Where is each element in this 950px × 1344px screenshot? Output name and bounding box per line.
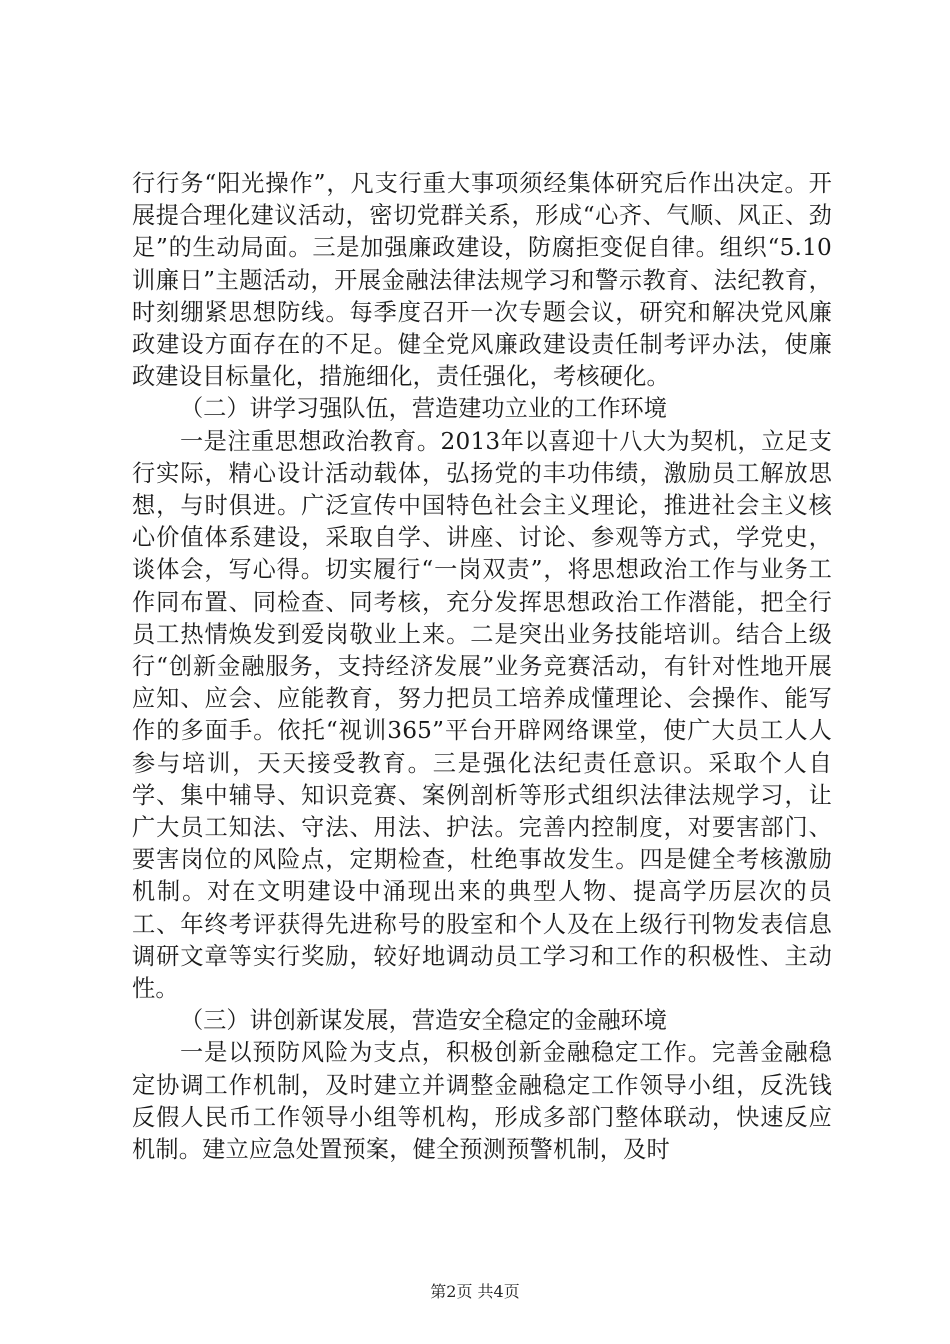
section-heading-2: （二）讲学习强队伍，营造建功立业的工作环境 <box>180 395 667 423</box>
paragraph-continuation: 行行务“阳光操作”，凡支行重大事项须经集体研究后作出决定。开展提合理化建议活动，密切党群关系，形成“心齐、气顺、风正、劲足”的生动局面。三是加强廉政建设，防腐拒变促自律。组织“5.10训廉日”主题活动，开展金融法律法规学习和警示教育、法纪教育，时刻绷紧思想防线。每季度召开一次专题会议，研究和解决党风廉政建设方面存在的不足。健全党风廉政建设责任制考评办法，使廉政建设目标量化，措施细化，责任强化，考核硬化。 <box>132 170 832 391</box>
document-body <box>132 168 832 1166</box>
section-heading-3: （三）讲创新谋发展，营造安全稳定的金融环境 <box>180 1007 667 1035</box>
paragraph-section-3-body: 一是以预防风险为支点，积极创新金融稳定工作。完善金融稳定协调工作机制，及时建立并调整金融稳定工作领导小组，反洗钱反假人民币工作领导小组等机构，形成多部门整体联动，快速反应机制。建立应急处置预案，健全预测预警机制，及时 <box>132 1039 832 1164</box>
paragraph-section-2-body: 一是注重思想政治教育。2013年以喜迎十八大为契机，立足支行实际，精心设计活动载体，弘扬党的丰功伟绩，激励员工解放思想，与时俱进。广泛宣传中国特色社会主义理论，推进社会主义核心价值体系建设，采取自学、讲座、讨论、参观等方式，学党史，谈体会，写心得。切实履行“一岗双责”，将思想政治工作与业务工作同布置、同检查、同考核，充分发挥思想政治工作潜能，把全行员工热情焕发到爱岗敬业上来。二是突出业务技能培训。结合上级行“创新金融服务，支持经济发展”业务竞赛活动，有针对性地开展应知、应会、应能教育，努力把员工培养成懂理论、会操作、能写作的多面手。依托“视训365”平台开辟网络课堂，使广大员工人人参与培训，天天接受教育。三是强化法纪责任意识。采取个人自学、集中辅导、知识竞赛、案例剖析等形式组织法律法规学习，让广大员工知法、守法、用法、护法。完善内控制度，对要害部门、要害岗位的风险点，定期检查，杜绝事故发生。四是健全考核激励机制。对在文明建设中涌现出来的典型人物、提高学历层次的员工、年终考评获得先进称号的股室和个人及在上级行刊物发表信息调研文章等实行奖励，较好地调动员工学习和工作的积极性、主动性。 <box>132 427 832 1003</box>
page-footer: 第2页 共4页 <box>430 1282 520 1301</box>
